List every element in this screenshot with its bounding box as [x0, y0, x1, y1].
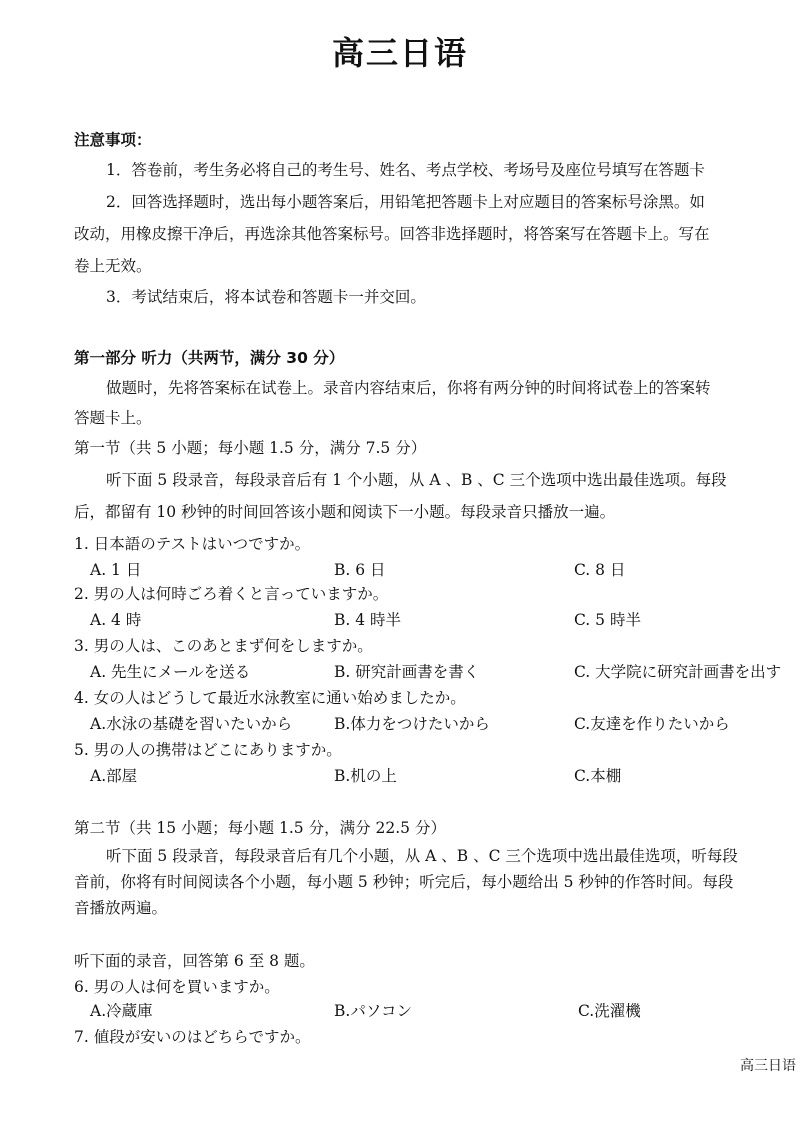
question-2: 2. 男の人は何時ごろ着くと言っていますか。: [74, 585, 389, 603]
section2-intro: 音前，你将有时间阅读各个小题，每小题 5 秒钟；听完后，每小题给出 5 秒钟的作答时间。每段: [74, 873, 734, 891]
option-c: C.洗濯機: [578, 1002, 641, 1020]
question-3: 3. 男の人は、このあとまず何をしますか。: [74, 637, 373, 655]
notice-item: 1．答卷前，考生务必将自己的考生号、姓名、考点学校、考场号及座位号填写在答题卡: [106, 161, 705, 179]
option-c: C. 大学院に研究計画書を出す: [574, 663, 782, 681]
page-footer: 高三日语: [740, 1058, 796, 1074]
option-b: B.パソコン: [334, 1002, 413, 1020]
option-a: A.冷蔵庫: [90, 1002, 153, 1020]
option-a: A. 4 時: [90, 611, 142, 629]
section2-intro: 音播放两遍。: [74, 899, 168, 917]
page-title: 高三日语: [331, 34, 468, 72]
option-b: B. 4 時半: [334, 611, 402, 629]
option-a: A.部屋: [90, 767, 138, 785]
option-b: B. 6 日: [334, 561, 386, 579]
option-c: C.友達を作りたいから: [574, 715, 730, 733]
notice-heading: 注意事项：: [74, 131, 152, 149]
group-prompt: 听下面的录音，回答第 6 至 8 题。: [74, 952, 315, 970]
option-a: A. 先生にメールを送る: [90, 663, 251, 681]
question-6: 6. 男の人は何を買いますか。: [74, 978, 280, 996]
section1-intro: 后，都留有 10 秒钟的时间回答该小题和阅读下一小题。每段录音只播放一遍。: [74, 503, 616, 521]
option-a: A. 1 日: [90, 561, 142, 579]
notice-item: 3．考试结束后，将本试卷和答题卡一并交回。: [106, 288, 426, 306]
section2-heading: 第二节（共 15 小题；每小题 1.5 分，满分 22.5 分）: [74, 819, 446, 837]
option-c: C.本棚: [574, 767, 622, 785]
question-1: 1. 日本語のテストはいつですか。: [74, 535, 311, 553]
option-b: B.机の上: [334, 767, 397, 785]
option-b: B. 研究計画書を書く: [334, 663, 480, 681]
part1-intro: 答题卡上。: [74, 409, 152, 427]
question-5: 5. 男の人の携帯はどこにありますか。: [74, 741, 342, 759]
section1-heading: 第一节（共 5 小题；每小题 1.5 分，满分 7.5 分）: [74, 439, 427, 457]
question-4: 4. 女の人はどうして最近水泳教室に通い始めましたか。: [74, 689, 466, 707]
question-7: 7. 値段が安いのはどちらですか。: [74, 1028, 311, 1046]
notice-item: 改动，用橡皮擦干净后，再选涂其他答案标号。回答非选择题时，将答案写在答题卡上。写在: [74, 225, 710, 243]
option-b: B.体力をつけたいから: [334, 715, 490, 733]
option-a: A.水泳の基礎を習いたいから: [90, 715, 293, 733]
section2-intro: 听下面 5 段录音，每段录音后有几个小题，从 A 、B 、C 三个选项中选出最佳选项，听每段: [106, 847, 738, 865]
section1-intro: 听下面 5 段录音，每段录音后有 1 个小题，从 A 、B 、C 三个选项中选出最佳选项。每段: [106, 471, 727, 489]
part1-intro: 做题时，先将答案标在试卷上。录音内容结束后，你将有两分钟的时间将试卷上的答案转: [106, 379, 711, 397]
notice-item: 2．回答选择题时，选出每小题答案后，用铅笔把答题卡上对应题目的答案标号涂黑。如: [106, 193, 705, 211]
option-c: C. 5 時半: [574, 611, 641, 629]
part1-heading: 第一部分 听力（共两节，满分 30 分）: [74, 349, 345, 367]
option-c: C. 8 日: [574, 561, 626, 579]
notice-item: 卷上无效。: [74, 257, 152, 275]
